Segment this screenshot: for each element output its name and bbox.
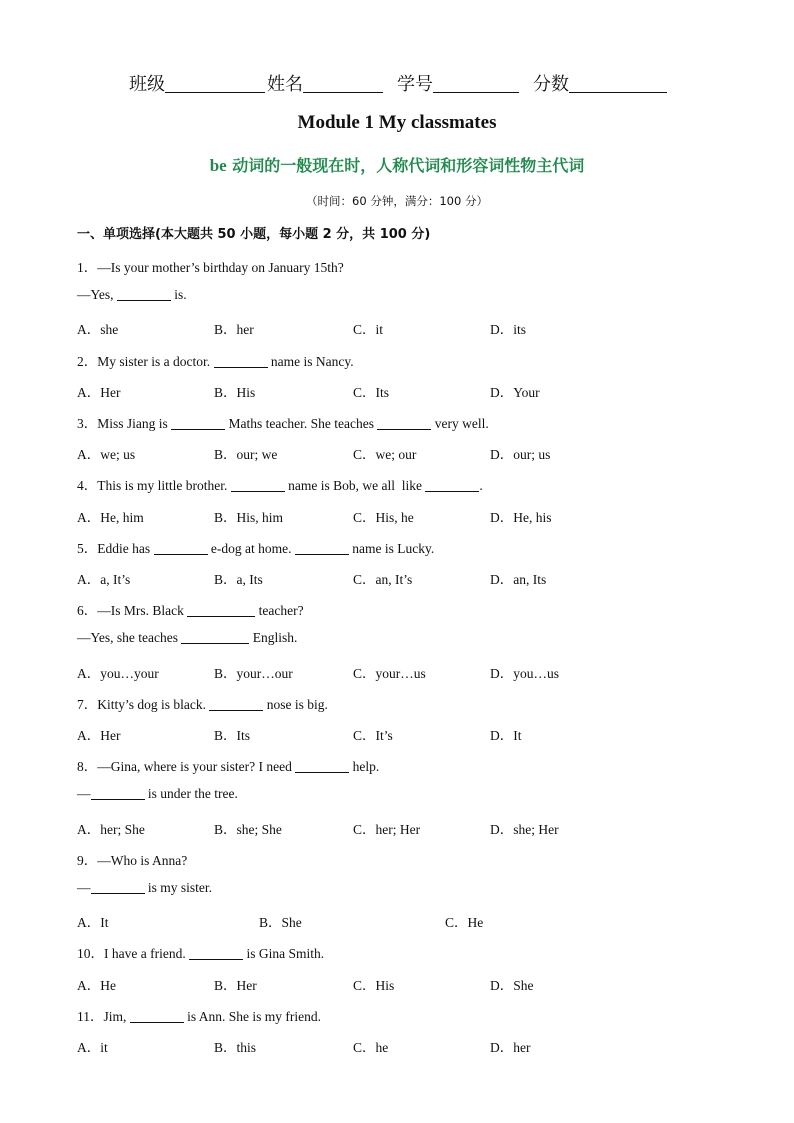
subtitle-cn: 动词的一般现在时，人称代词和形容词性物主代词 (232, 156, 585, 175)
question-text: teacher? (255, 603, 304, 619)
option-a[interactable]: A．she (77, 322, 119, 338)
name-label: 姓名 (267, 74, 303, 95)
options-row (77, 818, 677, 836)
question-text: 4．This is my little brother. (77, 478, 231, 494)
options-row (77, 724, 677, 742)
question-line (77, 599, 304, 619)
options-row (77, 443, 677, 461)
score-blank (569, 74, 667, 93)
question-text: 1．—Is your mother’s birthday on January 15th? (77, 260, 344, 275)
class-blank (165, 74, 265, 93)
option-b[interactable]: B．Its (214, 728, 251, 743)
option-d[interactable]: D．an, Its (490, 572, 547, 587)
option-c[interactable]: C．Its (353, 384, 390, 400)
question-line (77, 849, 187, 869)
option-b[interactable]: B．She (259, 915, 302, 931)
option-a[interactable]: A．it (77, 1040, 108, 1055)
options-row (77, 974, 677, 992)
option-b[interactable]: B．this (214, 1040, 257, 1055)
answer-blank (91, 786, 145, 800)
question-line (77, 1005, 321, 1025)
class-label: 班级 (129, 74, 165, 95)
student-info-line (0, 70, 794, 96)
question-text: —Yes, she teaches (77, 630, 182, 646)
question-text: name is Nancy. (267, 353, 354, 369)
question-line (77, 630, 297, 646)
option-c[interactable]: C．he (353, 1040, 389, 1055)
answer-blank (209, 697, 263, 711)
number-label: 学号 (397, 74, 433, 95)
option-b[interactable]: B．her (214, 322, 254, 338)
answer-blank (231, 478, 285, 492)
answer-blank (154, 541, 208, 555)
option-c[interactable]: C．an, It’s (353, 572, 413, 587)
question-text: name is Lucky. (348, 540, 435, 556)
question-text: 2．My sister is a doctor. (77, 353, 214, 369)
page-title: Module 1 My classmates (297, 112, 497, 133)
question-text: 6．—Is Mrs. Black (77, 603, 188, 619)
answer-blank (189, 946, 243, 960)
question-text: is. (170, 287, 187, 303)
subtitle-en: be (209, 156, 227, 175)
option-c[interactable]: C．her; Her (353, 821, 421, 837)
option-b[interactable]: B．your…our (214, 665, 293, 681)
question-text: name is Bob, we all like (284, 478, 426, 494)
question-line (77, 287, 187, 303)
question-text: — (77, 786, 91, 802)
answer-blank (187, 603, 255, 617)
question-line (77, 880, 212, 896)
option-c[interactable]: C．He (445, 915, 484, 931)
question-text: nose is big. (263, 696, 328, 712)
option-c[interactable]: C．your…us (353, 665, 426, 681)
option-c[interactable]: C．His, he (353, 509, 414, 525)
options-row (77, 506, 677, 524)
option-d[interactable]: D．its (490, 322, 527, 338)
answer-blank (91, 880, 145, 894)
question-line (77, 412, 489, 432)
options-row (77, 318, 677, 336)
answer-blank (117, 287, 171, 301)
answer-blank (377, 416, 431, 430)
question-line (77, 755, 379, 775)
option-c[interactable]: C．His (353, 977, 395, 993)
options-row (77, 568, 677, 586)
option-c[interactable]: C．It’s (353, 728, 393, 743)
option-a[interactable]: A．He (77, 977, 116, 993)
option-a[interactable]: A．It (77, 915, 109, 931)
number-blank (433, 74, 519, 93)
option-d[interactable]: D．she; Her (490, 821, 559, 837)
option-b[interactable]: B．His (214, 384, 256, 400)
answer-blank (171, 416, 225, 430)
question-text: 11．Jim, (77, 1008, 130, 1024)
question-text: English. (249, 630, 298, 646)
option-b[interactable]: B．Her (214, 977, 257, 993)
option-d[interactable]: D．you…us (490, 665, 560, 681)
question-text: is under the tree. (144, 786, 238, 802)
option-d[interactable]: D．It (490, 728, 522, 743)
options-row (77, 381, 677, 399)
question-text: is my sister. (144, 880, 213, 895)
option-a[interactable]: A．Her (77, 728, 121, 743)
question-text: 10．I have a friend. (77, 946, 190, 962)
option-b[interactable]: B．His, him (214, 509, 284, 525)
option-d[interactable]: D．He, his (490, 509, 552, 525)
page-subtitle (0, 153, 794, 176)
option-a[interactable]: A．we; us (77, 447, 136, 463)
question-line (77, 693, 328, 713)
option-d[interactable]: D．her (490, 1040, 531, 1055)
option-a[interactable]: A．you…your (77, 665, 159, 681)
question-text: . (479, 478, 483, 494)
options-row (77, 1036, 677, 1054)
option-d[interactable]: D．our; us (490, 447, 551, 463)
question-text: — (77, 880, 91, 895)
question-text: Maths teacher. She teaches (225, 416, 378, 431)
question-line (77, 350, 354, 370)
options-row (77, 911, 677, 929)
answer-blank (425, 478, 479, 492)
option-a[interactable]: A．a, It’s (77, 572, 131, 587)
option-c[interactable]: C．we; our (353, 447, 417, 463)
question-line (77, 537, 434, 557)
answer-blank (295, 759, 349, 773)
question-text: help. (349, 759, 380, 775)
option-a[interactable]: A．He, him (77, 509, 144, 525)
question-text: is Gina Smith. (243, 946, 325, 962)
question-text: 7．Kitty’s dog is black. (77, 696, 210, 712)
question-line (77, 474, 483, 494)
question-line (77, 786, 238, 802)
answer-blank (214, 354, 268, 368)
section-heading: 一、单项选择(本大题共 50 小题，每小题 2 分，共 100 分) (77, 227, 431, 242)
question-line (77, 942, 324, 962)
question-text: —Yes, (77, 287, 117, 303)
option-d[interactable]: D．Your (490, 384, 540, 400)
name-blank (303, 74, 383, 93)
answer-blank (295, 541, 349, 555)
option-b[interactable]: B．she; She (214, 821, 282, 837)
question-text: e-dog at home. (207, 540, 295, 556)
question-text: very well. (431, 416, 489, 431)
option-c[interactable]: C．it (353, 322, 384, 338)
option-a[interactable]: A．her; She (77, 821, 145, 837)
option-a[interactable]: A．Her (77, 384, 121, 400)
score-label: 分数 (533, 74, 569, 95)
question-line (77, 256, 344, 276)
question-text: 8．—Gina, where is your sister? I need (77, 759, 296, 775)
answer-blank (130, 1009, 184, 1023)
time-note: （时间：60 分钟，满分：100 分） (306, 194, 488, 208)
question-text: 3．Miss Jiang is (77, 416, 172, 431)
option-d[interactable]: D．She (490, 977, 534, 993)
options-row (77, 662, 677, 680)
question-text: is Ann. She is my friend. (183, 1008, 322, 1024)
option-b[interactable]: B．a, Its (214, 572, 263, 587)
question-text: 9．—Who is Anna? (77, 852, 188, 868)
answer-blank (181, 630, 249, 644)
option-b[interactable]: B．our; we (214, 447, 278, 463)
question-text: 5．Eddie has (77, 540, 154, 556)
